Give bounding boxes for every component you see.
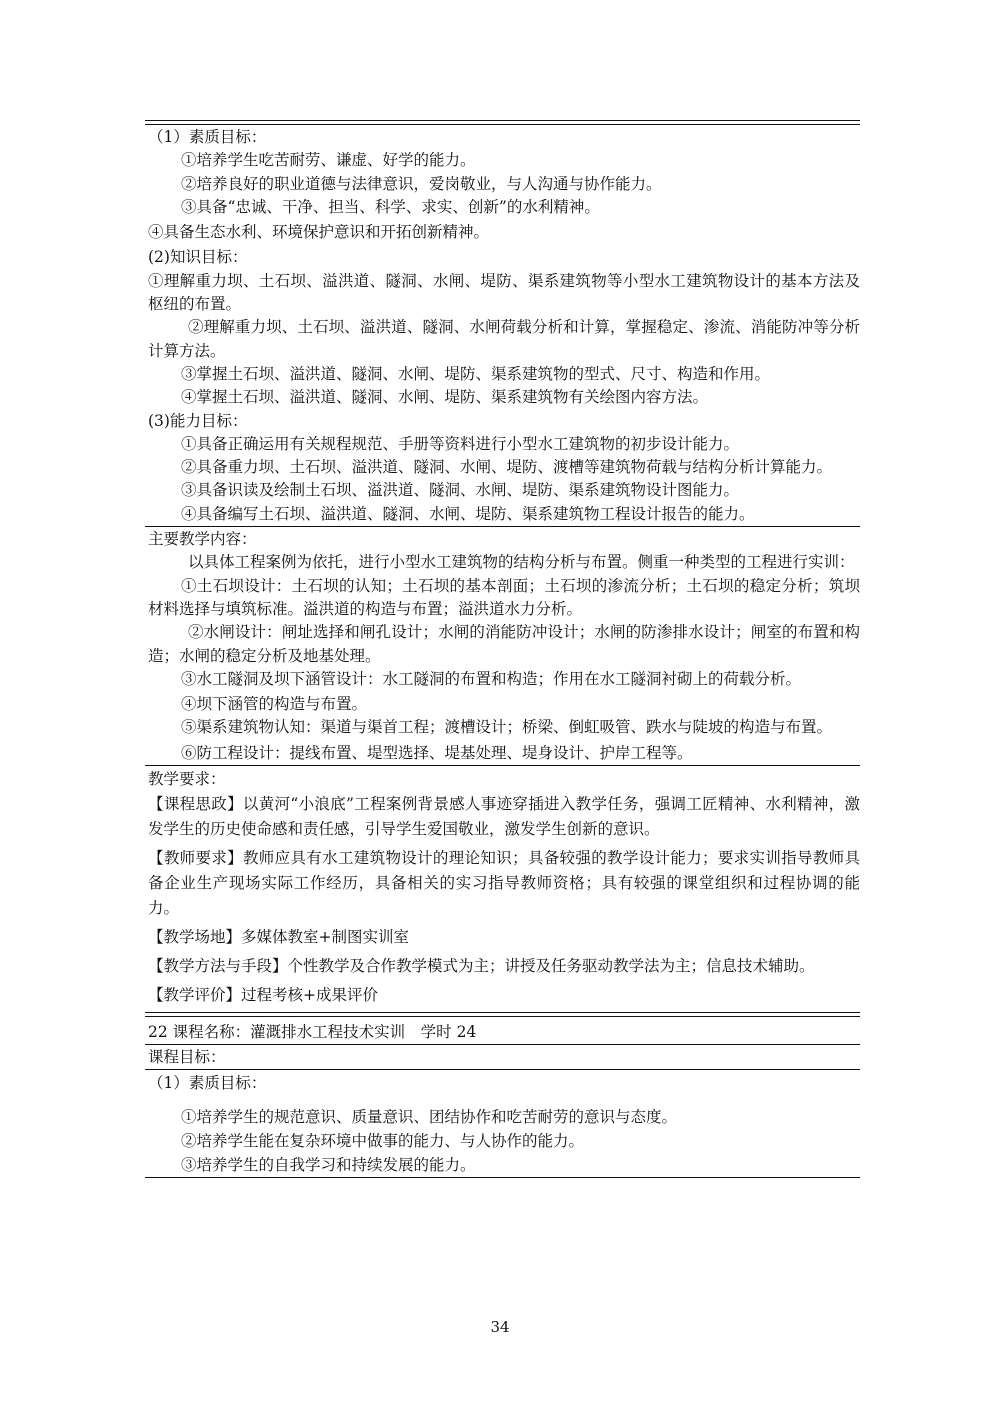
ability-item: ③具备识读及绘制土石坝、溢洪道、隧洞、水闸、堤防、渠系建筑物设计图能力。 xyxy=(181,481,740,500)
quality-objectives-title: （1）素质目标： xyxy=(148,128,267,146)
requirement-item: 【教学场地】多媒体教室+制图实训室 xyxy=(148,928,409,947)
quality-item: ④具备生态水利、环境保护意识和开拓创新精神。 xyxy=(148,223,490,242)
quality-item: ②培养良好的职业道德与法律意识，爱岗敬业，与人沟通与协作能力。 xyxy=(181,174,662,193)
knowledge-item: ③掌握土石坝、溢洪道、隧洞、水闸、堤防、渠系建筑物的型式、尺寸、构造和作用。 xyxy=(181,364,771,383)
teaching-requirements-title: 教学要求： xyxy=(148,770,226,789)
objectives-block xyxy=(145,125,860,526)
teaching-content-item: ⑥防工程设计：提线布置、堤型选择、堤基处理、堤身设计、护岸工程等。 xyxy=(181,743,693,762)
knowledge-item: ②理解重力坝、土石坝、溢洪道、隧洞、水闸荷载分析和计算，掌握稳定、渗流、消能防冲等分析计算方法。 xyxy=(148,318,860,360)
quality-item: ①培养学生的规范意识、质量意识、团结协作和吃苦耐劳的意识与态度。 xyxy=(181,1108,678,1127)
teaching-content-item: ⑤渠系建筑物认知：渠道与渠首工程；渡槽设计；桥梁、倒虹吸管、跌水与陡坡的构造与布置。 xyxy=(181,718,833,737)
knowledge-item: ①理解重力坝、土石坝、溢洪道、隧洞、水闸、堤防、渠系建筑物等小型水工建筑物设计的基本方法及枢纽的布置。 xyxy=(148,271,860,314)
requirement-item: 【教学方法与手段】个性教学及合作教学模式为主；讲授及任务驱动教学法为主；信息技术辅助。 xyxy=(148,957,815,976)
course-22-heading: 22 课程名称：灌溉排水工程技术实训 学时 24 xyxy=(148,1023,477,1042)
knowledge-item: ④掌握土石坝、溢洪道、隧洞、水闸、堤防、渠系建筑物有关绘图内容方法。 xyxy=(181,388,709,407)
ability-item: ②具备重力坝、土石坝、溢洪道、隧洞、水闸、堤防、渡槽等建筑物荷载与结构分析计算能力。 xyxy=(181,458,833,477)
knowledge-objectives-title: (2)知识目标： xyxy=(148,248,248,267)
requirement-item: 【教师要求】教师应具有水工建筑物设计的理论知识；具备较强的教学设计能力；要求实训指导教师具备企业生产现场实际工作经历，具备相关的实习指导教师资格；具有较强的课堂组织和过程协调的能力。 xyxy=(148,849,860,918)
ability-item: ④具备编写土石坝、溢洪道、隧洞、水闸、堤防、渠系建筑物工程设计报告的能力。 xyxy=(181,504,755,523)
teaching-content-item: ①土石坝设计：土石坝的认知；土石坝的基本剖面；土石坝的渗流分析；土石坝的稳定分析；筑坝材料选择与填筑标准。溢洪道的构造与布置；溢洪道水力分析。 xyxy=(148,576,860,618)
quality-item: ②培养学生能在复杂环境中做事的能力、与人协作的能力。 xyxy=(181,1132,585,1151)
teaching-content-intro: 以具体工程案例为依托，进行小型水工建筑物的结构分析与布置。侧重一种类型的工程进行实训： xyxy=(188,553,855,572)
course-22-objectives xyxy=(145,1070,860,1177)
teaching-content-item: ②水闸设计：闸址选择和闸孔设计；水闸的消能防冲设计；水闸的防渗排水设计；闸室的布置和构造；水闸的稳定分析及地基处理。 xyxy=(148,623,860,665)
page-number: 34 xyxy=(490,1318,510,1336)
teaching-content-item: ③水工隧洞及坝下涵管设计：水工隧洞的布置和构造；作用在水工隧洞衬砌上的荷载分析。 xyxy=(181,669,802,688)
teaching-content-item: ④坝下涵管的构造与布置。 xyxy=(181,695,368,714)
document-page xyxy=(145,120,860,1178)
ability-item: ①具备正确运用有关规程规范、手册等资料进行小型水工建筑物的初步设计能力。 xyxy=(181,434,740,453)
course-objectives-title: 课程目标： xyxy=(148,1048,226,1067)
quality-item: ③培养学生的自我学习和持续发展的能力。 xyxy=(181,1156,476,1175)
teaching-content-title: 主要教学内容： xyxy=(148,530,257,549)
ability-objectives-title: (3)能力目标： xyxy=(148,411,248,430)
requirement-item: 【课程思政】以黄河“小浪底”工程案例背景感人事迹穿插进入教学任务，强调工匠精神、水利精神，激发学生的历史使命感和责任感，引导学生爱国敬业，激发学生创新的意识。 xyxy=(148,795,860,839)
requirement-item: 【教学评价】过程考核+成果评价 xyxy=(148,986,378,1005)
teaching-content-block xyxy=(145,527,860,765)
bottom-rule xyxy=(145,1177,860,1178)
quality-objectives-title: （1）素质目标： xyxy=(148,1074,267,1093)
teaching-requirements-block xyxy=(145,766,860,1012)
quality-item: ①培养学生吃苦耐劳、谦虚、好学的能力。 xyxy=(181,151,476,170)
quality-item: ③具备“忠诚、干净、担当、科学、求实、创新”的水利精神。 xyxy=(181,197,600,216)
